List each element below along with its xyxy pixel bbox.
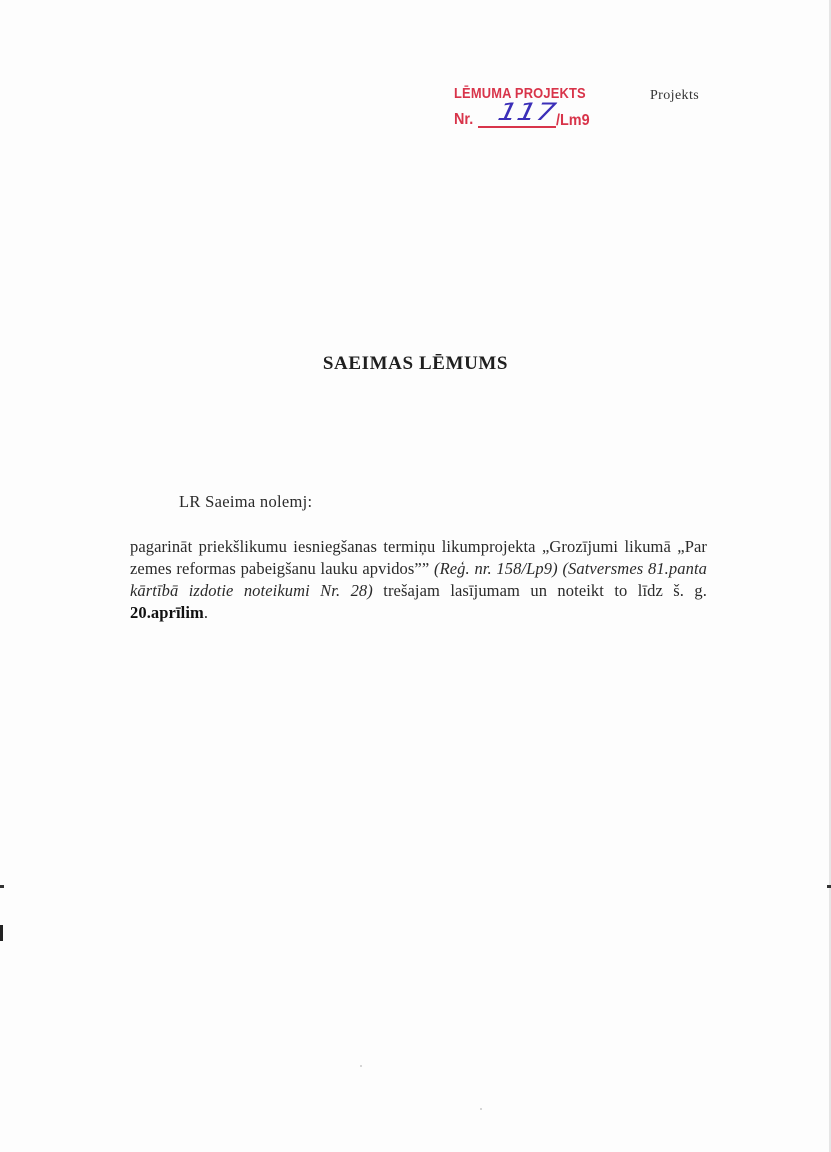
handwritten-number: 117 xyxy=(495,98,559,126)
document-title: SAEIMAS LĒMUMS xyxy=(322,353,509,374)
intro-text: LR Saeima nolemj: xyxy=(179,492,313,511)
draft-decision-stamp xyxy=(454,86,607,130)
scan-speck xyxy=(480,1108,482,1110)
body-text-end: . xyxy=(203,603,209,622)
stamp-underline xyxy=(478,126,556,128)
stamp-number-line xyxy=(454,98,604,130)
projekts-label: Projekts xyxy=(650,88,700,103)
stamp-title: LĒMUMA PROJEKTS xyxy=(454,85,586,102)
registration-reference: (Reģ. nr. 158/Lp9) (Satversmes 81.panta kārtībā izdotie noteikumi Nr. 28) xyxy=(130,559,707,600)
body-text-part1: pagarināt priekšlikumu iesniegšanas termiņu likumprojekta „Grozījumi likumā „Par zemes reformas pabeigšanu lauku apvidos”” xyxy=(130,537,707,578)
scan-mark xyxy=(0,885,4,888)
body-text-part2: trešajam lasījumam un noteikt to līdz š. g. xyxy=(372,581,707,600)
stamp-suffix: /Lm9 xyxy=(556,112,590,129)
stamp-nr-label: Nr. xyxy=(454,111,474,128)
scan-speck xyxy=(360,1065,362,1067)
scan-mark xyxy=(827,885,831,888)
scan-mark xyxy=(0,925,3,941)
deadline-date: 20.aprīlim xyxy=(130,603,204,622)
decision-body xyxy=(130,536,707,624)
